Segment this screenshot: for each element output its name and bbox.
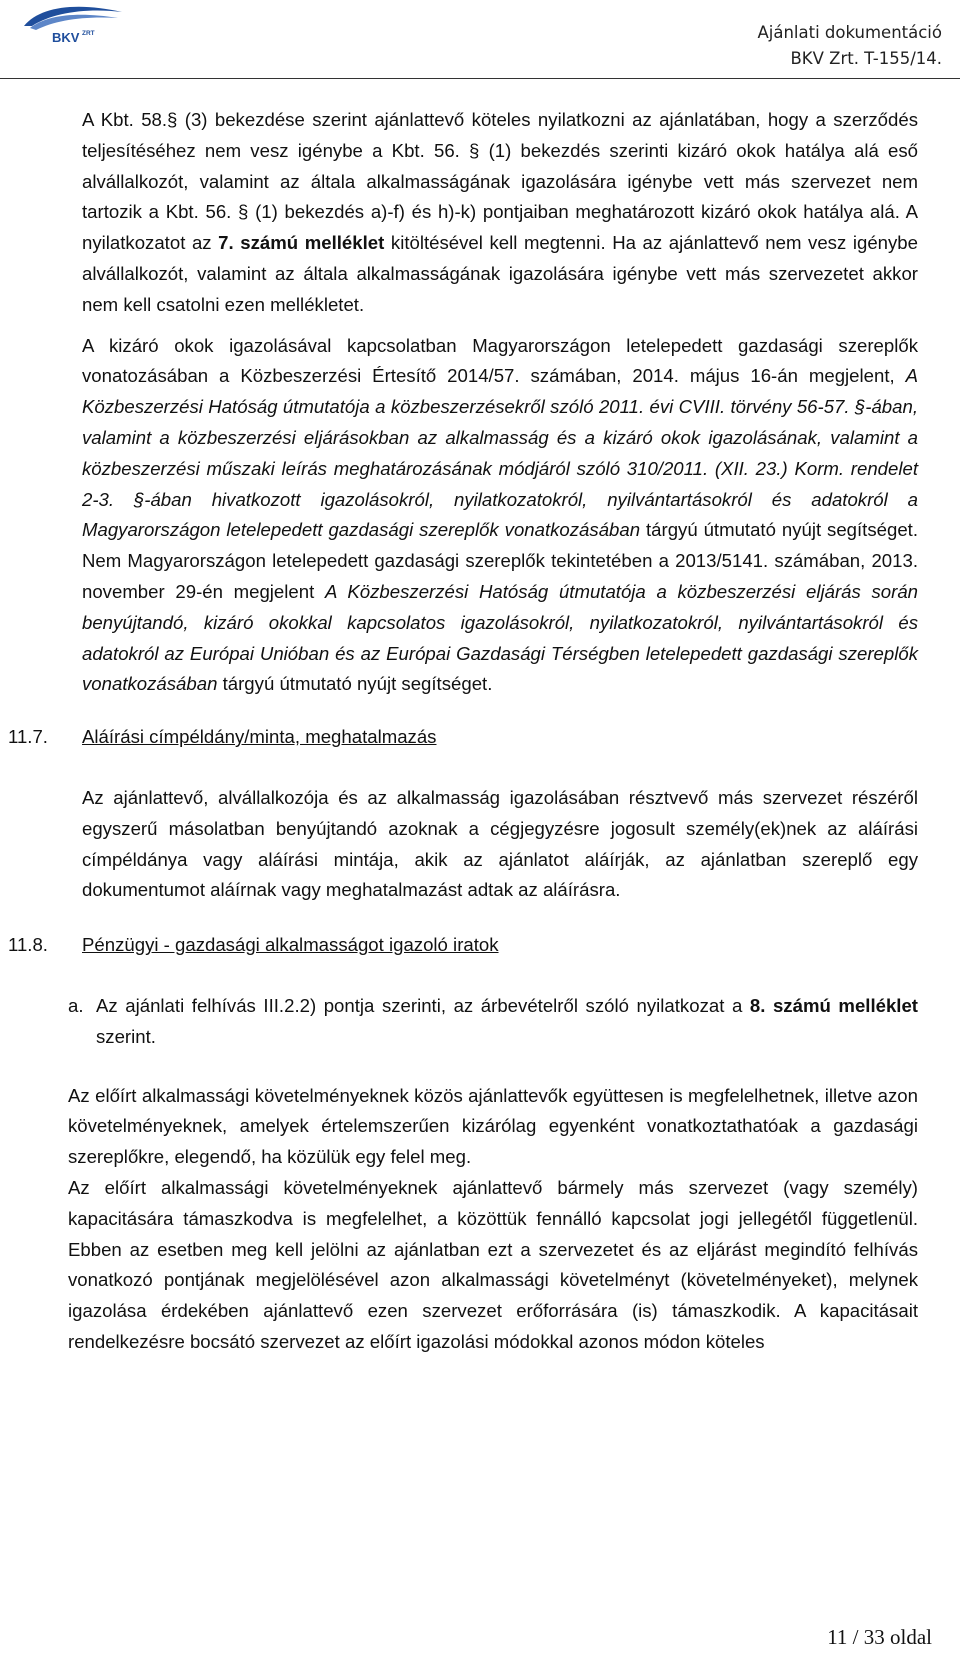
doc-title: Ajánlati dokumentáció xyxy=(757,23,942,42)
page-content xyxy=(0,105,960,1358)
list-label: a. xyxy=(68,994,84,1016)
section-number: 11.7. xyxy=(8,726,48,748)
section-11-7-heading xyxy=(8,722,918,753)
section-title: Pénzügyi - gazdasági alkalmasságot igazoló iratok xyxy=(82,934,499,956)
paragraph-kapacitas: Az előírt alkalmassági követelményeknek ajánlattevő bármely más szervezet (vagy személy) kapacitására támaszkodva is megfelelhet, a közöttük fennálló kapcsolat jogi jellegétől függetlenül. Ebben az esetben meg kell jelölni az ajánlatban ezt a szervezetet és az eljárást megindító felhívás vonatkozó pontjának megjelölésével azon alkalmassági követelményt (követelményeket), melynek igazolása érdekében ajánlattevő ezen szervezet erőforrására (is) támaszkodik. A kapacitásait rendelkezésre bocsátó szervezet az előírt igazolási módokkal azonos módon köteles xyxy=(68,1176,918,1352)
section-number: 11.8. xyxy=(8,934,48,956)
bkv-logo xyxy=(18,4,126,46)
logo-sup: ZRT xyxy=(82,30,95,37)
paragraph-kozos-ajanlattevok: Az előírt alkalmassági követelményeknek közös ajánlattevők együttesen is megfelelhetnek, illetve azon követelményeknek, amelyek értelemszerűen kizárólag egyenként vonatkoztathatóak a gazdasági szereplőkre, elegendő, ha közülük egy felel meg. xyxy=(68,1084,918,1168)
logo-text: BKV xyxy=(52,30,80,45)
paragraph-kizaro-okok: A kizáró okok igazolásával kapcsolatban Magyarországon letelepedett gazdasági szereplők vonatozásában a Közbeszerzési Értesítő 2014/57. számában, 2014. május 16-án megjelent, A Közbeszerzési Hatóság útmutatója a közbeszerzésekről szóló 2011. évi CVIII. törvény 56-57. §-ában, valamint a közbeszerzési eljárásokban az alkalmasság és a kizáró okok igazolásának, valamint a közbeszerzési műszaki leírás meghatározásának módjáról szóló 310/2011. (XII. 23.) Korm. rendelet 2-3. §-ában hivatkozott igazolásokról, nyilatkozatokról, nyilvántartásokról és adatokról a Magyarországon letelepedett gazdasági szereplők vonatkozásában tárgyú útmutató nyújt segítséget. Nem Magyarországon letelepedett gazdasági szereplők tekintetében a 2013/5141. számában, 2013. november 29-én megjelent A Közbeszerzési Hatóság útmutatója a közbeszerzési eljárás során benyújtandó, kizáró okokkal kapcsolatos igazolásokról, nyilatkozatokról, nyilvántartásokról és adatokról az Európai Unióban és az Európai Gazdasági Térségben letelepedett gazdasági szereplők vonatkozásában tárgyú útmutató nyújt segítséget. xyxy=(82,334,918,695)
section-11-7-body: Az ajánlattevő, alvállalkozója és az alkalmasság igazolásában résztvevő más szervezet részéről egyszerű másolatban benyújtandó azoknak a cégjegyzésre jogosult személy(ek)nek az aláírási címpéldánya vagy aláírási mintája, akik az ajánlatot aláírják, az ajánlatban szereplő egy dokumentumot aláírnak vagy meghatalmazást adtak az aláírásra. xyxy=(82,786,918,901)
list-item-a: a. Az ajánlati felhívás III.2.2) pontja szerinti, az árbevételről szóló nyilatkozat a 8. számú melléklet szerint. xyxy=(68,991,918,1053)
doc-ref: BKV Zrt. T-155/14. xyxy=(790,49,942,68)
document-header xyxy=(757,20,942,72)
section-11-8-heading xyxy=(8,930,918,961)
section-title: Aláírási címpéldány/minta, meghatalmazás xyxy=(82,726,437,748)
page-number: 11 / 33 oldal xyxy=(827,1625,932,1649)
header-divider xyxy=(0,78,960,79)
paragraph-kbt58: A Kbt. 58.§ (3) bekezdése szerint ajánlattevő köteles nyilatkozni az ajánlatában, hogy a szerződés teljesítéséhez nem vesz igénybe a Kbt. 56. § (1) bekezdés szerinti kizáró okok hatálya alá eső alvállalkozót, valamint az általa alkalmasságának igazolására igénybe vett más szervezet nem tartozik a Kbt. 56. § (1) bekezdés a)-f) és h)-k) pontjaiban meghatározott kizáró okok hatálya alá. A nyilatkozatot az 7. számú melléklet kitöltésével kell megtenni. Ha az ajánlattevő nem vesz igénybe alvállalkozót, valamint az általa alkalmasságának igazolására igénybe vett más szervezetet akkor nem kell csatolni ezen mellékletet. xyxy=(82,109,918,315)
